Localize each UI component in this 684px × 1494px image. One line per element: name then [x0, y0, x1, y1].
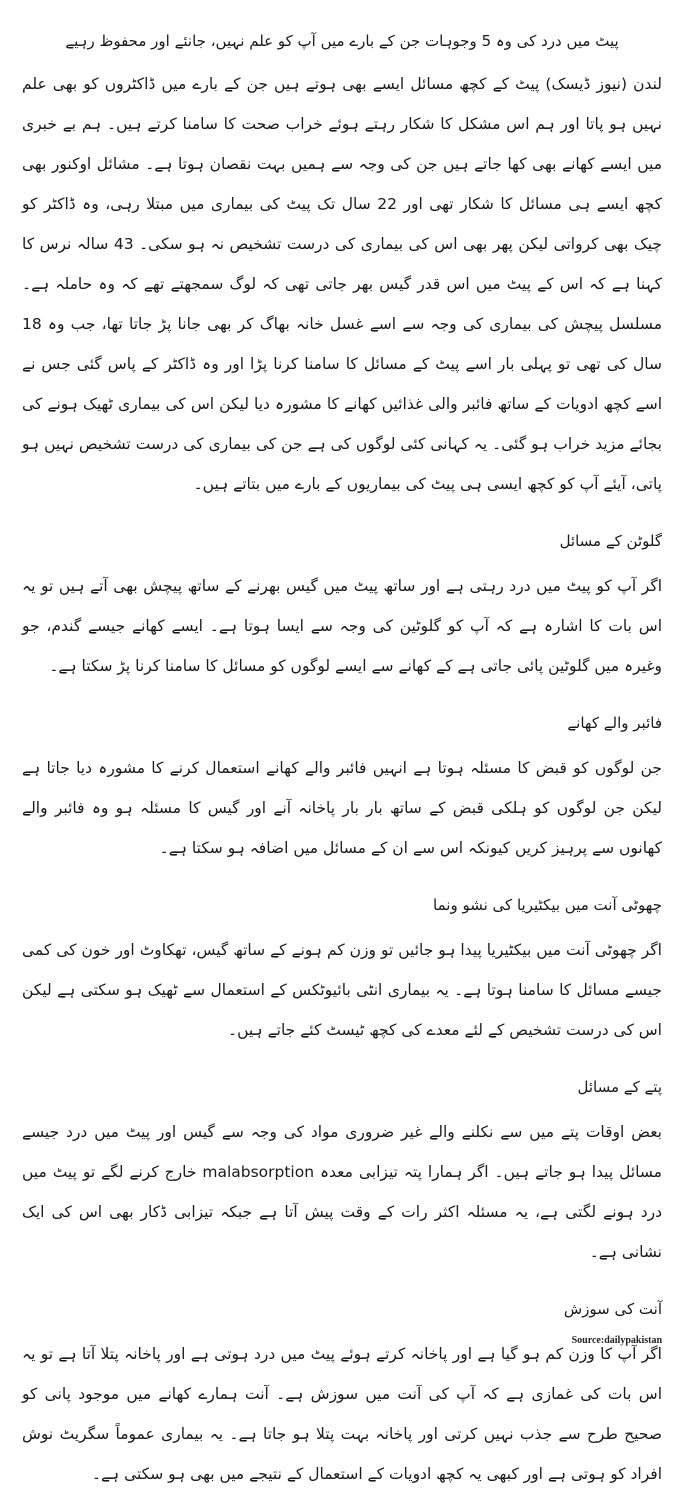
- section-heading-colitis: آنت کی سوزش: [563, 1300, 662, 1318]
- section-heading-fiber: فائبر والے کھانے: [567, 714, 662, 732]
- news-article: [22, 0, 662, 1494]
- section-heading-gluten: گلوٹن کے مسائل: [559, 532, 662, 550]
- section-body-fiber: جن لوگوں کو قبض کا مسئلہ ہوتا ہے انہیں فائبر والے کھانے استعمال کرنے کا مشورہ دیا جاتا ہے لیکن جن لوگوں کو ہلکی قبض کے ساتھ بار بار پاخانہ آنے اور گیس کا مسئلہ ہو وہ فائبر والے کھانوں سے پرہیز کریں کیونکہ اس سے ان کے مسائل میں اضافہ ہو سکتا ہے۔: [22, 759, 662, 857]
- section-body-colitis: اگر آپ کا وزن کم ہو گیا ہے اور پاخانہ کرتے ہوئے پیٹ میں درد ہوتی ہے اور پاخانہ پتلا آتا ہے تو یہ اس بات کی غمازی ہے کہ آپ کی آنت میں سوزش ہے۔ آنت ہمارے کھانے میں موجود پانی کو صحیح طرح سے جذب نہیں کرتی اور پاخانہ بہت پتلا ہو جاتا ہے۔ یہ بیماری عموماً سگریٹ نوش افراد کو ہوتی ہے اور کبھی یہ کچھ ادویات کے استعمال کے نتیجے میں بھی ہو سکتی ہے۔: [22, 1345, 662, 1483]
- section-body-gluten: اگر آپ کو پیٹ میں درد رہتی ہے اور ساتھ پیٹ میں گیس بھرنے کے ساتھ پیچش بھی آتے ہیں تو یہ اس بات کا اشارہ ہے کہ آپ کو گلوٹین کی وجہ سے ایسا ہوتا ہے۔ ایسے کھانے جیسے گندم، جو وغیرہ میں گلوٹین پائی جاتی ہے کے کھانے سے ایسے لوگوں کو مسائل کا سامنا کرنا پڑ سکتا ہے۔: [22, 577, 662, 675]
- section-heading-gallbladder: پتے کے مسائل: [577, 1078, 662, 1096]
- section-body-gallbladder: بعض اوقات پتے میں سے نکلنے والے غیر ضروری مواد کی وجہ سے گیس اور پیٹ میں درد جیسے مسائل پیدا ہو جاتے ہیں۔ اگر ہمارا پتہ تیزابی معدہ malabsorption خارج کرنے لگے تو پیٹ میں درد ہونے لگتی ہے، یہ مسئلہ اکثر رات کے وقت پیش آتا ہے جبکہ تیزابی ڈکار بھی اس کی ایک نشانی ہے۔: [22, 1123, 662, 1261]
- section-body-bacteria: اگر چھوٹی آنت میں بیکٹیریا پیدا ہو جائیں تو وزن کم ہونے کے ساتھ گیس، تھکاوٹ اور خون کی کمی جیسے مسائل کا سامنا ہوتا ہے۔ یہ بیماری انٹی بائیوٹکس کے استعمال سے ٹھیک ہو سکتی ہے لیکن اس کی درست تشخیص کے لئے معدے کی کچھ ٹیسٹ کئے جاتے ہیں۔: [22, 941, 662, 1039]
- source-credit: Source:dailypakistan: [571, 1335, 662, 1346]
- article-title: پیٹ میں درد کی وہ 5 وجوہات جن کے بارے میں آپ کو علم نہیں، جانئے اور محفوظ رہیے: [65, 32, 619, 50]
- section-heading-bacteria: چھوٹی آنت میں بیکٹیریا کی نشو ونما: [433, 896, 662, 914]
- article-intro: لندن (نیوز ڈیسک) پیٹ کے کچھ مسائل ایسے بھی ہوتے ہیں جن کے بارے میں ڈاکٹروں کو بھی علم نہیں ہو پاتا اور ہم اس مشکل کا شکار رہتے ہوئے خراب صحت کا سامنا کرتے ہیں۔ ہم بے خبری میں ایسے کھانے بھی کھا جاتے ہیں جن کی وجہ سے ہمیں بہت نقصان ہوتا ہے۔ مشائل اوکنور بھی کچھ ایسے ہی مسائل کا شکار تھی اور 22 سال تک پیٹ کی بیماری میں مبتلا رہی، وہ ڈاکٹر کو چیک بھی کرواتی لیکن پھر بھی اس کی بیماری کی درست تشخیص نہ ہو سکی۔ 43 سالہ نرس کا کہنا ہے کہ اس کے پیٹ میں اس قدر گیس بھر جاتی تھی کہ لوگ سمجھتے تھے کہ وہ حاملہ ہے۔ مسلسل پیچش کی بیماری کی وجہ سے اسے غسل خانہ بھاگ کر بھی جانا پڑ جاتا تھا، جب وہ 18 سال کی تھی تو پہلی بار اسے پیٹ کے مسائل کا سامنا کرنا پڑا اور وہ ڈاکٹر کے پاس گئی جس نے اسے کچھ ادویات کے ساتھ فائبر والی غذائیں کھانے کا مشورہ دیا لیکن اس کی بیماری ٹھیک ہونے کی بجائے مزید خراب ہو گئی۔ یہ کہانی کئی لوگوں کی ہے جن کی بیماری کی درست تشخیص نہیں ہو پاتی، آیئے آپ کو کچھ ایسی ہی پیٹ کی بیماریوں کے بارے میں بتاتے ہیں۔: [22, 75, 663, 493]
